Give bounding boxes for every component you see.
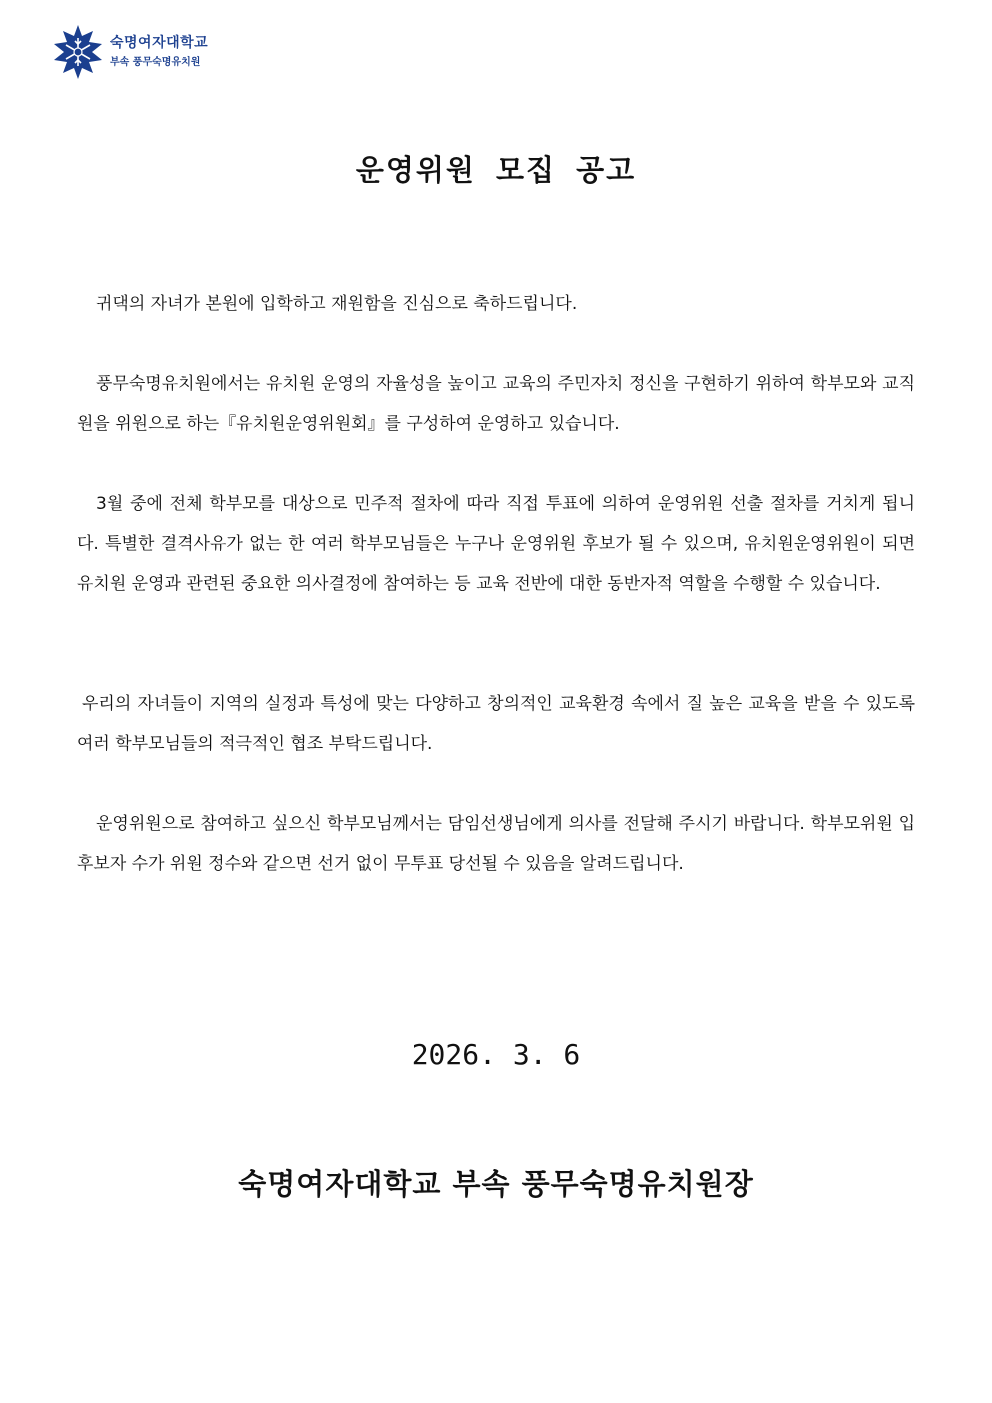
notice-date: 2026. 3. 6 bbox=[411, 1038, 581, 1071]
paragraph-cooperation-request: 우리의 자녀들이 지역의 실정과 특성에 맞는 다양하고 창의적인 교육환경 속에서 질 높은 교육을 받을 수 있도록 여러 학부모님들의 적극적인 협조 부탁드립니다. bbox=[77, 694, 915, 754]
paragraph-application-info: 운영위원으로 참여하고 싶으신 학부모님께서는 담임선생님에게 의사를 전달해 주시기 바랍니다. 학부모위원 입후보자 수가 위원 정수와 같으면 선거 없이 무투표 당선될 수 있음을 알려드립니다. bbox=[77, 814, 915, 874]
signature: 숙명여자대학교 부속 풍무숙명유치원장 bbox=[238, 1167, 754, 1201]
paragraph-greeting: 귀댁의 자녀가 본원에 입학하고 재원함을 진심으로 축하드립니다. bbox=[96, 294, 578, 314]
paragraph-committee-intro: 풍무숙명유치원에서는 유치원 운영의 자율성을 높이고 교육의 주민자치 정신을 구현하기 위하여 학부모와 교직원을 위원으로 하는『유치원운영위원회』를 구성하여 운영하고 있습니다. bbox=[77, 374, 915, 434]
school-name: 숙명여자대학교 bbox=[110, 34, 209, 51]
snowflake-emblem-icon bbox=[52, 24, 104, 80]
notice-title: 운영위원 모집 공고 bbox=[355, 153, 637, 187]
school-logo bbox=[52, 24, 208, 80]
paragraph-election-process: 3월 중에 전체 학부모를 대상으로 민주적 절차에 따라 직접 투표에 의하여 운영위원 선출 절차를 거치게 됩니다. 특별한 결격사유가 없는 한 여러 학부모님들은 누구나 운영위원 후보가 될 수 있으며, 유치원운영위원이 되면 유치원 운영과 관련된 중요한 의사결정에 참여하는 등 교육 전반에 대한 동반자적 역할을 수행할 수 있습니다. bbox=[77, 494, 915, 594]
kindergarten-name: 부속 풍무숙명유치원 bbox=[110, 56, 201, 68]
